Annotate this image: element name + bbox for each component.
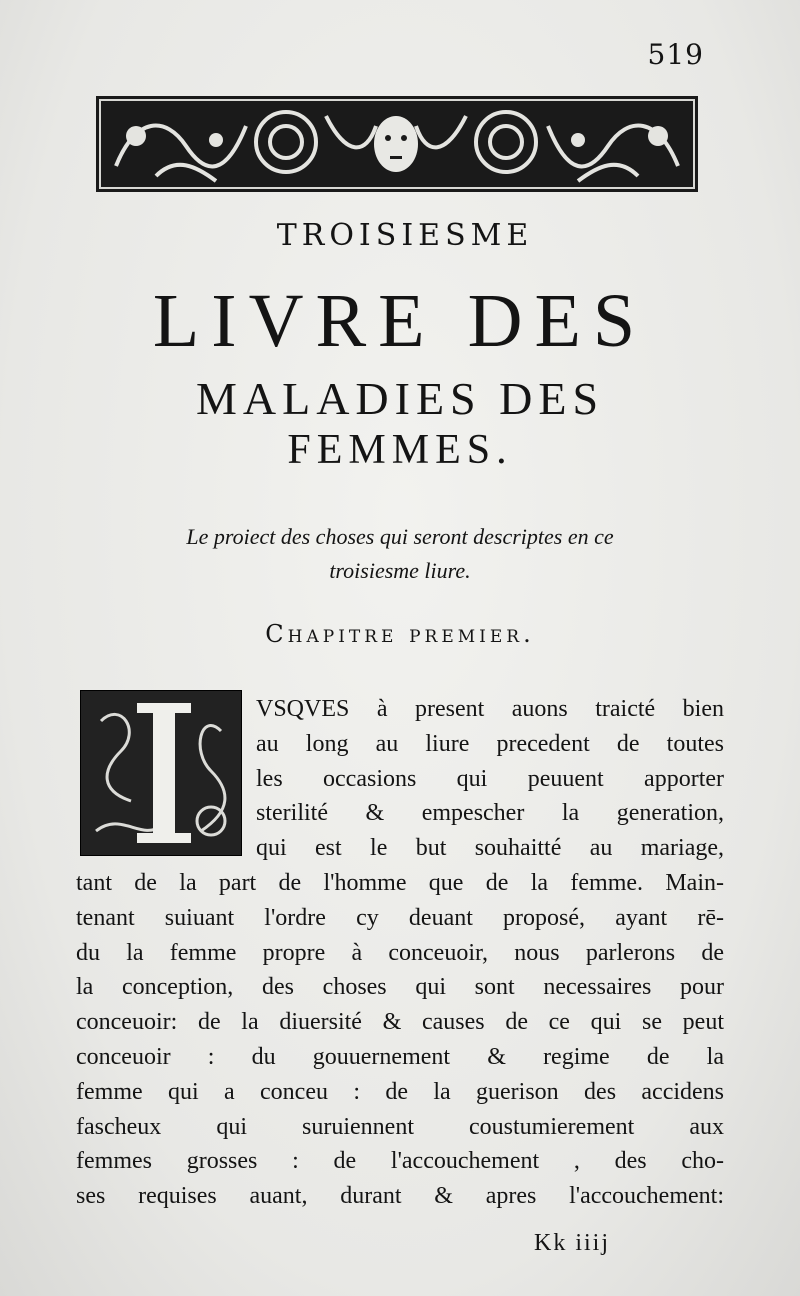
body-line: ses requises auant, durant & apres l'accouchement: — [76, 1183, 724, 1210]
chapter-summary — [90, 520, 710, 588]
headpiece-ornament-icon — [96, 96, 698, 192]
summary-line-1: Le proiect des choses qui seront descriptes en ce — [186, 524, 614, 549]
body-text — [76, 692, 724, 1214]
book-label: TROISIESME — [276, 218, 534, 253]
body-line: femme qui a conceu : de la guerison des accidens — [76, 1078, 724, 1105]
title-line-1: LIVRE DES — [152, 279, 648, 363]
body-line: fascheux qui suruiennent coustumierement aux — [76, 1113, 724, 1140]
body-line: conceuoir: de la diuersité & causes de ce qui se peut — [76, 1009, 724, 1036]
body-line: sterilité & empescher la generation, — [256, 800, 724, 827]
ornamental-headpiece — [96, 96, 698, 192]
chapter-heading: Chapitre premier. — [265, 620, 535, 648]
body-line: tenant suiuant l'ordre cy deuant proposé, ayant rē- — [76, 904, 724, 931]
title-line-2: MALADIES DES — [195, 373, 605, 424]
body-line: conceuoir : du gouuernement & regime de la — [76, 1043, 724, 1070]
body-line: du la femme propre à conceuoir, nous parlerons de — [76, 939, 724, 966]
body-line: tant de la part de l'homme que de la femme. Main- — [76, 869, 724, 896]
summary-line-2: troisiesme liure. — [329, 558, 471, 583]
body-line: les occasions qui peuuent apporter — [256, 765, 724, 792]
body-line: VSQVES à present auons traicté bien — [256, 696, 724, 722]
body-line: qui est le but souhaitté au mariage, — [256, 835, 724, 862]
title-line-3: FEMMES. — [287, 427, 513, 473]
body-line: femmes grosses : de l'accouchement , des cho- — [76, 1148, 724, 1175]
body-line: au long au liure precedent de toutes — [256, 730, 724, 757]
body-line: la conception, des choses qui sont necessaires pour — [76, 974, 724, 1001]
page-number: 519 — [647, 38, 704, 71]
signature-mark: Kk iiij — [533, 1230, 610, 1256]
